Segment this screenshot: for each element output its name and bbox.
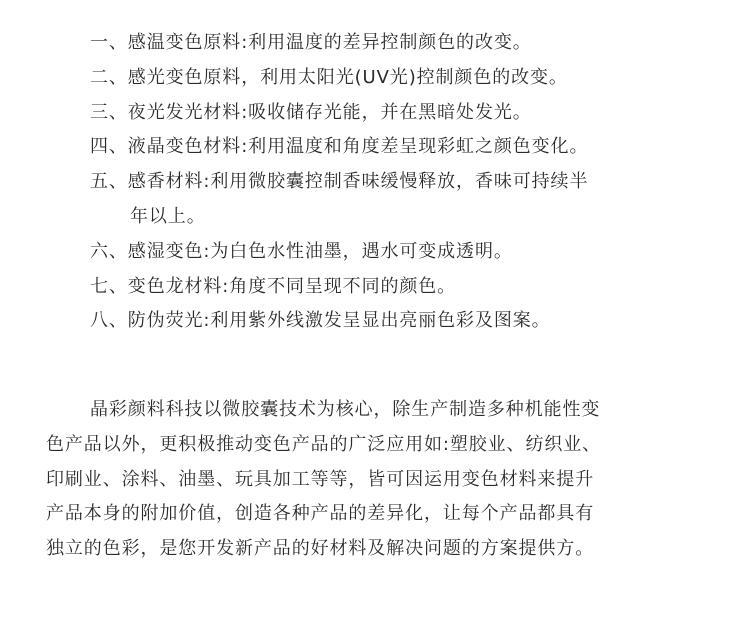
feature-item-8	[90, 304, 700, 339]
intro-paragraph	[46, 393, 710, 567]
feature-text: 三、夜光发光材料:吸收储存光能，并在黑暗处发光。	[90, 101, 532, 123]
feature-text: 五、感香材料:利用微胶囊控制香味缓慢释放，香味可持续半	[90, 171, 589, 193]
feature-text: 一、感温变色原料:利用温度的差异控制颜色的改变。	[90, 32, 532, 53]
feature-item-7	[90, 270, 700, 305]
feature-item-6	[90, 235, 700, 270]
intro-line: 晶彩颜料科技以微胶囊技术为核心，除生产制造多种机能性变	[90, 399, 601, 420]
feature-item-3	[90, 96, 700, 131]
intro-line: 印刷业、涂料、油墨、玩具加工等等，皆可因运用变色材料来提升	[46, 468, 595, 490]
feature-text: 四、液晶变色材料:利用温度和角度差呈现彩虹之颜色变化。	[90, 136, 589, 158]
feature-item-5	[90, 165, 700, 235]
feature-text: 二、感光变色原料，利用太阳光(UV光)控制颜色的改变。	[90, 66, 568, 88]
intro-line: 产品本身的附加价值，创造各种产品的差异化，让每个产品都具有	[46, 503, 595, 525]
feature-text: 六、感湿变色:为白色水性油墨，遇水可变成透明。	[90, 240, 513, 262]
feature-item-4	[90, 130, 700, 165]
feature-text: 八、防伪荧光:利用紫外线激发呈显出亮丽色彩及图案。	[90, 310, 551, 332]
feature-text: 七、变色龙材料:角度不同呈现不同的颜色。	[90, 275, 457, 297]
feature-text-continuation: 年以上。	[130, 205, 206, 227]
feature-item-2	[90, 61, 700, 96]
intro-line: 独立的色彩，是您开发新产品的好材料及解决问题的方案提供方。	[46, 538, 595, 560]
feature-item-1	[90, 26, 700, 61]
intro-line: 色产品以外，更积极推动变色产品的广泛应用如:塑胶业、纺织业、	[46, 433, 602, 455]
feature-list	[90, 26, 700, 339]
